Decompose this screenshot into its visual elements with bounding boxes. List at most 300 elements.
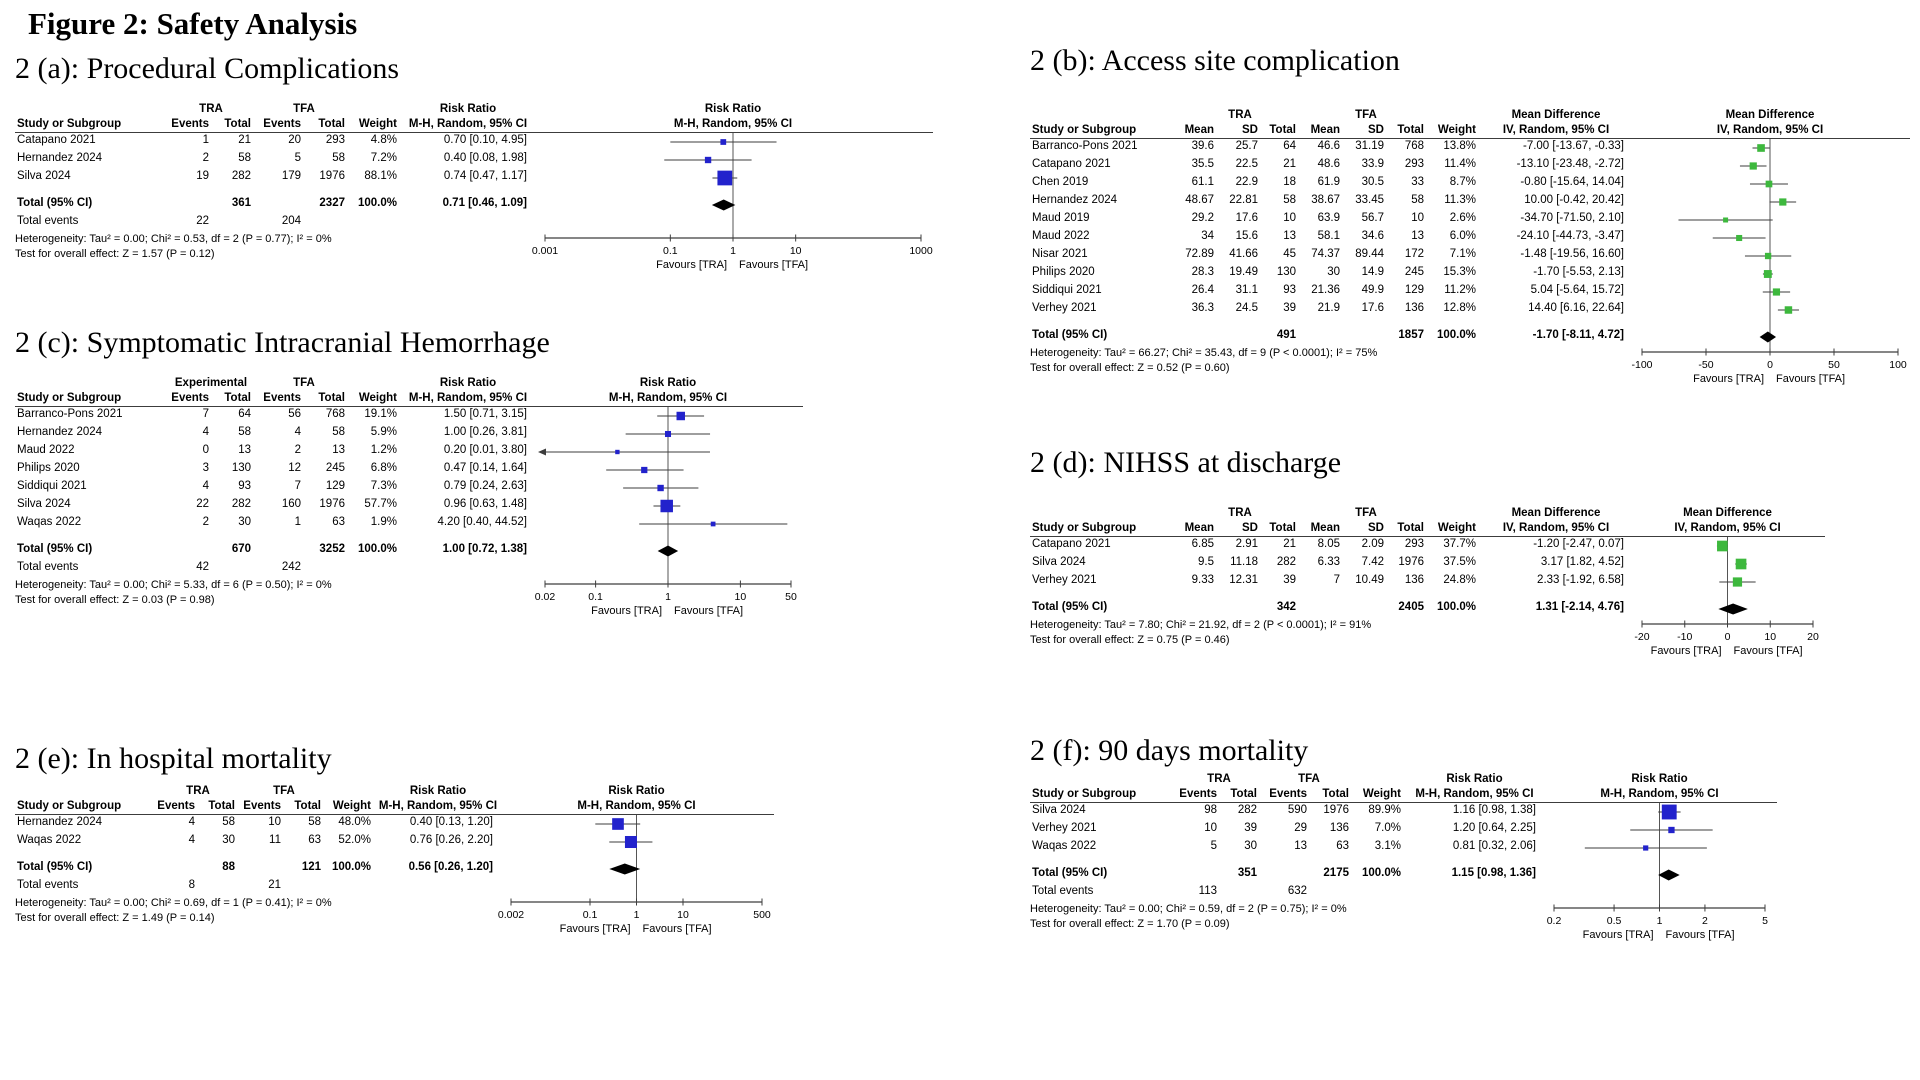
cell: 37.5% bbox=[1443, 556, 1476, 568]
cell: 4 bbox=[202, 426, 209, 438]
cell: 204 bbox=[281, 215, 301, 227]
forest-plot bbox=[499, 815, 774, 970]
table-row bbox=[1030, 157, 1630, 175]
cell: 49.9 bbox=[1361, 284, 1384, 296]
axis bbox=[1634, 621, 1819, 658]
table-row bbox=[15, 443, 533, 461]
cell-empty bbox=[155, 860, 201, 878]
cell-empty bbox=[15, 784, 155, 799]
table-row bbox=[15, 515, 533, 533]
cell: M-H, Random, 95% CI bbox=[608, 392, 728, 404]
cell: Events bbox=[263, 392, 301, 404]
cell: Total bbox=[1269, 522, 1296, 534]
cell: 11.4% bbox=[1444, 158, 1476, 170]
cell: 245 bbox=[1404, 266, 1424, 278]
cell: M-H, Random, 95% CI bbox=[378, 800, 498, 812]
cell: 39 bbox=[1283, 302, 1296, 314]
forest-plot bbox=[1630, 139, 1910, 420]
favours-right-label: Favours [TFA] bbox=[739, 259, 809, 271]
cell: Total (95% CI) bbox=[17, 543, 93, 555]
cell: 10 bbox=[1283, 212, 1296, 224]
cell: 2405 bbox=[1398, 601, 1424, 613]
cell: Risk Ratio bbox=[1446, 773, 1503, 785]
axis bbox=[1631, 349, 1906, 386]
effect-marker bbox=[625, 836, 637, 848]
cell: Siddiqui 2021 bbox=[17, 480, 87, 492]
cell: Total bbox=[1230, 788, 1257, 800]
cell: 1.00 [0.72, 1.38] bbox=[442, 543, 527, 555]
cell: 18 bbox=[1283, 176, 1296, 188]
cell: Siddiqui 2021 bbox=[1032, 284, 1102, 296]
cell: 41.66 bbox=[1229, 248, 1258, 260]
forest-plot bbox=[1630, 537, 1825, 692]
table-header bbox=[15, 376, 803, 407]
cell: Philips 2020 bbox=[17, 462, 80, 474]
cell: 0.76 [0.26, 2.20] bbox=[409, 834, 493, 846]
cell: 1.15 [0.98, 1.36] bbox=[1451, 867, 1536, 879]
total-row bbox=[1030, 866, 1542, 884]
cell: Risk Ratio bbox=[608, 785, 665, 797]
cell: 39.6 bbox=[1191, 140, 1214, 152]
cell: SD bbox=[1368, 522, 1384, 534]
cell: TFA bbox=[273, 785, 295, 797]
cell: 58 bbox=[332, 426, 345, 438]
cell: Total bbox=[294, 800, 321, 812]
cell: Total bbox=[224, 392, 251, 404]
cell: 1857 bbox=[1398, 329, 1424, 341]
effect-marker bbox=[1643, 845, 1648, 850]
cell: Total (95% CI) bbox=[1032, 867, 1108, 879]
table-row bbox=[15, 833, 499, 851]
effect-marker bbox=[665, 431, 671, 437]
cell: 1.00 [0.26, 3.81] bbox=[443, 426, 527, 438]
cell-empty bbox=[1355, 772, 1407, 787]
table-row bbox=[15, 151, 533, 169]
cell: 11 bbox=[269, 834, 281, 846]
cell: Hernandez 2024 bbox=[1032, 194, 1118, 206]
cell: 7 bbox=[1333, 574, 1340, 586]
study-markers bbox=[1678, 144, 1798, 314]
total-events-row bbox=[15, 560, 533, 578]
cell: 3.17 [1.82, 4.52] bbox=[1540, 556, 1624, 568]
figure-title: Figure 2: Safety Analysis bbox=[28, 6, 358, 41]
panel-body bbox=[15, 407, 803, 652]
cell: TFA bbox=[1355, 109, 1377, 121]
cell: Total bbox=[318, 392, 345, 404]
panel-title: 2 (f): 90 days mortality bbox=[1030, 734, 1309, 767]
cell: 130 bbox=[1276, 266, 1296, 278]
cell: 21 bbox=[1283, 158, 1296, 170]
forest-plot bbox=[1542, 803, 1777, 976]
panel-90-days-mortality bbox=[1030, 734, 1777, 976]
total-row bbox=[15, 860, 499, 878]
cell: 25.7 bbox=[1235, 140, 1258, 152]
total-row bbox=[1030, 328, 1630, 346]
cell-empty bbox=[1263, 866, 1313, 884]
axis-tick-label: 0 bbox=[1724, 631, 1731, 643]
table-row bbox=[1030, 229, 1630, 247]
cell: 10 bbox=[1204, 822, 1217, 834]
cell: 19 bbox=[196, 170, 209, 182]
cell: Philips 2020 bbox=[1032, 266, 1095, 278]
cell: 1976 bbox=[319, 498, 345, 510]
axis-tick-label: 20 bbox=[1807, 631, 1819, 643]
total-diamond bbox=[1760, 332, 1776, 343]
cell: 12.8% bbox=[1443, 302, 1476, 314]
cell: 1976 bbox=[319, 170, 345, 182]
cell: Maud 2022 bbox=[1032, 230, 1090, 242]
axis-tick-label: 5 bbox=[1762, 915, 1768, 927]
cell: 293 bbox=[325, 134, 345, 146]
cell: Waqas 2022 bbox=[17, 516, 82, 528]
cell: 9.33 bbox=[1191, 574, 1214, 586]
forest-table bbox=[15, 133, 533, 262]
cell: 48.0% bbox=[338, 816, 371, 828]
cell: 13 bbox=[1411, 230, 1424, 242]
effect-marker bbox=[1773, 288, 1780, 295]
cell-empty bbox=[307, 560, 351, 578]
cell: 361 bbox=[231, 197, 251, 209]
axis-tick-label: 100 bbox=[1889, 359, 1907, 371]
cell: Risk Ratio bbox=[409, 785, 467, 797]
cell: 8.05 bbox=[1317, 538, 1340, 550]
cell: 768 bbox=[325, 408, 345, 420]
cell-empty bbox=[1346, 328, 1390, 346]
total-events-row bbox=[15, 214, 533, 232]
cell: 10 bbox=[268, 816, 281, 828]
table-row bbox=[1030, 175, 1630, 193]
cell: M-H, Random, 95% CI bbox=[673, 118, 793, 130]
cell-empty bbox=[307, 214, 351, 232]
panel-title: 2 (c): Symptomatic Intracranial Hemorrhage bbox=[15, 326, 550, 359]
cell: Study or Subgroup bbox=[17, 118, 122, 130]
cell-empty bbox=[1030, 108, 1178, 123]
axis-tick-label: 50 bbox=[785, 591, 797, 603]
cell-empty bbox=[1175, 866, 1223, 884]
axis-tick-label: 0.1 bbox=[588, 591, 603, 603]
cell-empty bbox=[15, 102, 165, 117]
axis-tick-label: 500 bbox=[753, 909, 771, 921]
cell: 30 bbox=[1244, 840, 1257, 852]
effect-marker bbox=[677, 412, 685, 420]
forest-table bbox=[15, 407, 533, 608]
cell: 179 bbox=[281, 170, 301, 182]
cell: -1.48 [-19.56, 16.60] bbox=[1520, 248, 1624, 260]
favours-right-label: Favours [TFA] bbox=[674, 605, 744, 617]
cell: IV, Random, 95% CI bbox=[1502, 124, 1610, 136]
cell-empty bbox=[1223, 884, 1263, 902]
heterogeneity-text: Heterogeneity: Tau² = 0.00; Chi² = 5.33, df = 6 (P = 0.50); I² = 0% bbox=[15, 579, 332, 591]
table-row bbox=[15, 407, 533, 425]
cell: 10 bbox=[1411, 212, 1424, 224]
total-events-row bbox=[1030, 884, 1542, 902]
cell: 21 bbox=[1283, 538, 1296, 550]
cell: 2.91 bbox=[1235, 538, 1258, 550]
cell: 63.9 bbox=[1317, 212, 1340, 224]
total-diamond bbox=[658, 546, 678, 557]
panel-body bbox=[15, 815, 774, 970]
cell: Barranco-Pons 2021 bbox=[17, 408, 123, 420]
cell: IV, Random, 95% CI bbox=[1674, 522, 1781, 534]
cell: Maud 2022 bbox=[17, 444, 75, 456]
axis-tick-label: 1 bbox=[665, 591, 671, 603]
cell: 58 bbox=[222, 816, 235, 828]
cell: 22.5 bbox=[1235, 158, 1258, 170]
table-row bbox=[1030, 301, 1630, 319]
cell: Mean Difference bbox=[1511, 109, 1601, 121]
table-row bbox=[1030, 573, 1630, 591]
cell: TRA bbox=[1228, 507, 1252, 519]
cell: Hernandez 2024 bbox=[17, 152, 103, 164]
cell: 48.6 bbox=[1317, 158, 1340, 170]
cell: 58 bbox=[238, 152, 251, 164]
cell: Weight bbox=[358, 118, 397, 130]
cell: 21 bbox=[238, 134, 251, 146]
cell: M-H, Random, 95% CI bbox=[577, 800, 696, 812]
cell: 1.50 [0.71, 3.15] bbox=[443, 408, 527, 420]
overall-effect-text: Test for overall effect: Z = 1.57 (P = 0.12) bbox=[15, 248, 215, 260]
cell: M-H, Random, 95% CI bbox=[1415, 788, 1534, 800]
panel-title: 2 (e): In hospital mortality bbox=[15, 742, 332, 775]
cell: 2175 bbox=[1323, 867, 1349, 879]
cell: Silva 2024 bbox=[1032, 556, 1086, 568]
cell: 20 bbox=[288, 134, 301, 146]
cell: 64 bbox=[1283, 140, 1296, 152]
cell: 100.0% bbox=[357, 197, 397, 209]
effect-marker bbox=[1750, 162, 1757, 169]
forest-table bbox=[1030, 803, 1542, 932]
cell: Experimental bbox=[174, 377, 248, 389]
effect-marker bbox=[1785, 306, 1792, 313]
table-row bbox=[1030, 537, 1630, 555]
cell: 4.20 [0.40, 44.52] bbox=[437, 516, 527, 528]
panel-access-site-complication bbox=[1030, 44, 1910, 420]
effect-marker bbox=[660, 500, 672, 512]
cell: 21 bbox=[268, 879, 281, 891]
panel-title: 2 (a): Procedural Complications bbox=[15, 52, 400, 85]
cell-empty bbox=[1030, 772, 1175, 787]
favours-left-label: Favours [TRA] bbox=[591, 605, 662, 617]
cell: 36.3 bbox=[1191, 302, 1214, 314]
cell: Weight bbox=[332, 800, 371, 812]
axis-tick-label: 50 bbox=[1828, 359, 1840, 371]
cell: M-H, Random, 95% CI bbox=[1600, 788, 1719, 800]
axis-tick-label: -50 bbox=[1698, 359, 1714, 371]
cell: 88 bbox=[222, 861, 235, 873]
cell: 1 bbox=[294, 516, 301, 528]
cell: 15.6 bbox=[1235, 230, 1258, 242]
axis-tick-label: 0.002 bbox=[497, 909, 525, 921]
cell: Verhey 2021 bbox=[1032, 822, 1097, 834]
effect-marker bbox=[612, 818, 624, 830]
cell: Events bbox=[243, 800, 281, 812]
total-events-row bbox=[15, 878, 499, 896]
cell: 39 bbox=[1244, 822, 1257, 834]
cell: Total (95% CI) bbox=[17, 861, 93, 873]
cell: 282 bbox=[1237, 804, 1257, 816]
study-markers bbox=[538, 412, 787, 527]
cell: Mean bbox=[1310, 124, 1340, 136]
cell: 2 bbox=[202, 152, 209, 164]
arrow-left-icon bbox=[538, 449, 546, 456]
total-diamond bbox=[712, 200, 735, 211]
cell: TRA bbox=[1228, 109, 1252, 121]
cell: 63 bbox=[332, 516, 345, 528]
cell: 2.33 [-1.92, 6.58] bbox=[1537, 574, 1624, 586]
cell: Study or Subgroup bbox=[17, 800, 122, 812]
cell: 3.1% bbox=[1374, 840, 1401, 852]
cell-empty bbox=[1220, 600, 1264, 618]
cell: SD bbox=[1242, 124, 1258, 136]
cell: 31.19 bbox=[1355, 140, 1384, 152]
cell: 13 bbox=[1294, 840, 1307, 852]
cell: 172 bbox=[1404, 248, 1424, 260]
cell: Risk Ratio bbox=[704, 103, 762, 115]
cell: 0.81 [0.32, 2.06] bbox=[1452, 840, 1536, 852]
cell: 72.89 bbox=[1185, 248, 1214, 260]
cell: 100.0% bbox=[1361, 867, 1401, 879]
effect-marker bbox=[1765, 253, 1771, 259]
total-diamond bbox=[1658, 870, 1679, 881]
heterogeneity-text: Heterogeneity: Tau² = 66.27; Chi² = 35.43, df = 9 (P < 0.0001); I² = 75% bbox=[1030, 347, 1378, 359]
effect-marker bbox=[1736, 559, 1747, 570]
axis bbox=[498, 899, 771, 936]
axis-tick-label: 10 bbox=[789, 245, 802, 257]
effect-marker bbox=[1764, 270, 1772, 278]
cell: 4.8% bbox=[370, 134, 397, 146]
axis-tick-label: -20 bbox=[1634, 631, 1650, 643]
cell-empty bbox=[1313, 884, 1355, 902]
cell: 30 bbox=[222, 834, 235, 846]
cell: TRA bbox=[186, 785, 210, 797]
cell: 2 bbox=[202, 516, 209, 528]
cell: 93 bbox=[238, 480, 251, 492]
cell: 14.9 bbox=[1361, 266, 1384, 278]
cell-empty bbox=[257, 542, 307, 560]
table-row bbox=[1030, 821, 1542, 839]
cell: 1.20 [0.64, 2.25] bbox=[1452, 822, 1536, 834]
cell-empty bbox=[257, 196, 307, 214]
cell: 58 bbox=[238, 426, 251, 438]
cell: 14.40 [6.16, 22.64] bbox=[1528, 302, 1624, 314]
effect-marker bbox=[1736, 235, 1742, 241]
cell: Hernandez 2024 bbox=[17, 426, 103, 438]
axis-tick-label: 0.5 bbox=[1606, 915, 1622, 927]
cell: Total bbox=[1322, 788, 1349, 800]
cell: -1.70 [-5.53, 2.13] bbox=[1533, 266, 1624, 278]
cell: Barranco-Pons 2021 bbox=[1032, 140, 1138, 152]
cell: Weight bbox=[1437, 124, 1476, 136]
cell: 0.40 [0.08, 1.98] bbox=[443, 152, 527, 164]
cell: 1.31 [-2.14, 4.76] bbox=[1535, 601, 1624, 613]
total-row bbox=[1030, 600, 1630, 618]
cell: 0.71 [0.46, 1.09] bbox=[442, 197, 527, 209]
table-row bbox=[1030, 555, 1630, 573]
table-row bbox=[15, 169, 533, 187]
cell: -1.70 [-8.11, 4.72] bbox=[1532, 329, 1624, 341]
cell: Total (95% CI) bbox=[1032, 329, 1108, 341]
forest-plot bbox=[533, 133, 933, 306]
cell: 30 bbox=[238, 516, 251, 528]
cell: Verhey 2021 bbox=[1032, 574, 1097, 586]
cell-empty bbox=[165, 196, 215, 214]
panel-title: 2 (d): NIHSS at discharge bbox=[1030, 446, 1342, 479]
table-row bbox=[1030, 283, 1630, 301]
cell: 10.00 [-0.42, 20.42] bbox=[1524, 194, 1624, 206]
cell: 17.6 bbox=[1235, 212, 1258, 224]
axis-tick-label: 1 bbox=[730, 245, 736, 257]
cell: 61.9 bbox=[1317, 176, 1340, 188]
cell: Silva 2024 bbox=[1032, 804, 1086, 816]
cell-empty bbox=[215, 214, 257, 232]
table-header bbox=[15, 784, 774, 815]
cell: 46.6 bbox=[1317, 140, 1340, 152]
panel-body bbox=[1030, 537, 1825, 692]
table-row bbox=[15, 479, 533, 497]
cell-empty bbox=[1178, 600, 1220, 618]
cell: 61.1 bbox=[1191, 176, 1214, 188]
cell: 9.5 bbox=[1198, 556, 1214, 568]
cell: Events bbox=[171, 118, 209, 130]
cell: 24.8% bbox=[1443, 574, 1476, 586]
overall-effect-text: Test for overall effect: Z = 1.49 (P = 0.14) bbox=[15, 912, 215, 924]
heterogeneity-text: Heterogeneity: Tau² = 0.00; Chi² = 0.53, df = 2 (P = 0.77); I² = 0% bbox=[15, 233, 332, 245]
forest-table bbox=[1030, 537, 1630, 648]
cell: 670 bbox=[231, 543, 251, 555]
cell: 29.2 bbox=[1191, 212, 1214, 224]
study-markers bbox=[1585, 805, 1713, 851]
cell: Nisar 2021 bbox=[1032, 248, 1088, 260]
table-row bbox=[1030, 139, 1630, 157]
cell: Total events bbox=[1032, 885, 1094, 897]
cell: 282 bbox=[231, 170, 251, 182]
effect-marker bbox=[1668, 827, 1674, 833]
cell: 30 bbox=[1327, 266, 1340, 278]
table-header bbox=[1030, 506, 1825, 537]
cell: 0.70 [0.10, 4.95] bbox=[443, 134, 527, 146]
cell: -34.70 [-71.50, 2.10] bbox=[1520, 212, 1624, 224]
cell: 129 bbox=[1404, 284, 1424, 296]
cell: 491 bbox=[1276, 329, 1296, 341]
cell: 42 bbox=[196, 561, 209, 573]
cell: 7.2% bbox=[370, 152, 397, 164]
cell: 37.7% bbox=[1443, 538, 1476, 550]
cell: 590 bbox=[1287, 804, 1307, 816]
cell: 33.45 bbox=[1355, 194, 1384, 206]
effect-marker bbox=[641, 467, 647, 473]
panel-in-hospital-mortality bbox=[15, 742, 774, 970]
cell: Study or Subgroup bbox=[1032, 124, 1137, 136]
cell: 11.18 bbox=[1230, 556, 1258, 568]
cell: 4 bbox=[188, 816, 195, 828]
cell: 33 bbox=[1411, 176, 1424, 188]
cell: TFA bbox=[293, 377, 315, 389]
panel-symptomatic-intracranial-hemorrhage bbox=[15, 326, 803, 652]
total-diamond bbox=[609, 864, 640, 875]
favours-left-label: Favours [TRA] bbox=[1650, 645, 1722, 657]
cell-empty bbox=[1030, 506, 1178, 521]
cell: Waqas 2022 bbox=[1032, 840, 1097, 852]
cell: SD bbox=[1242, 522, 1258, 534]
cell: 293 bbox=[1404, 538, 1424, 550]
cell: TRA bbox=[199, 103, 223, 115]
cell: 2 bbox=[294, 444, 301, 456]
cell: 160 bbox=[281, 498, 301, 510]
cell: 100.0% bbox=[331, 861, 371, 873]
cell-empty bbox=[287, 878, 327, 896]
cell: 11.3% bbox=[1444, 194, 1476, 206]
cell: Total bbox=[208, 800, 235, 812]
